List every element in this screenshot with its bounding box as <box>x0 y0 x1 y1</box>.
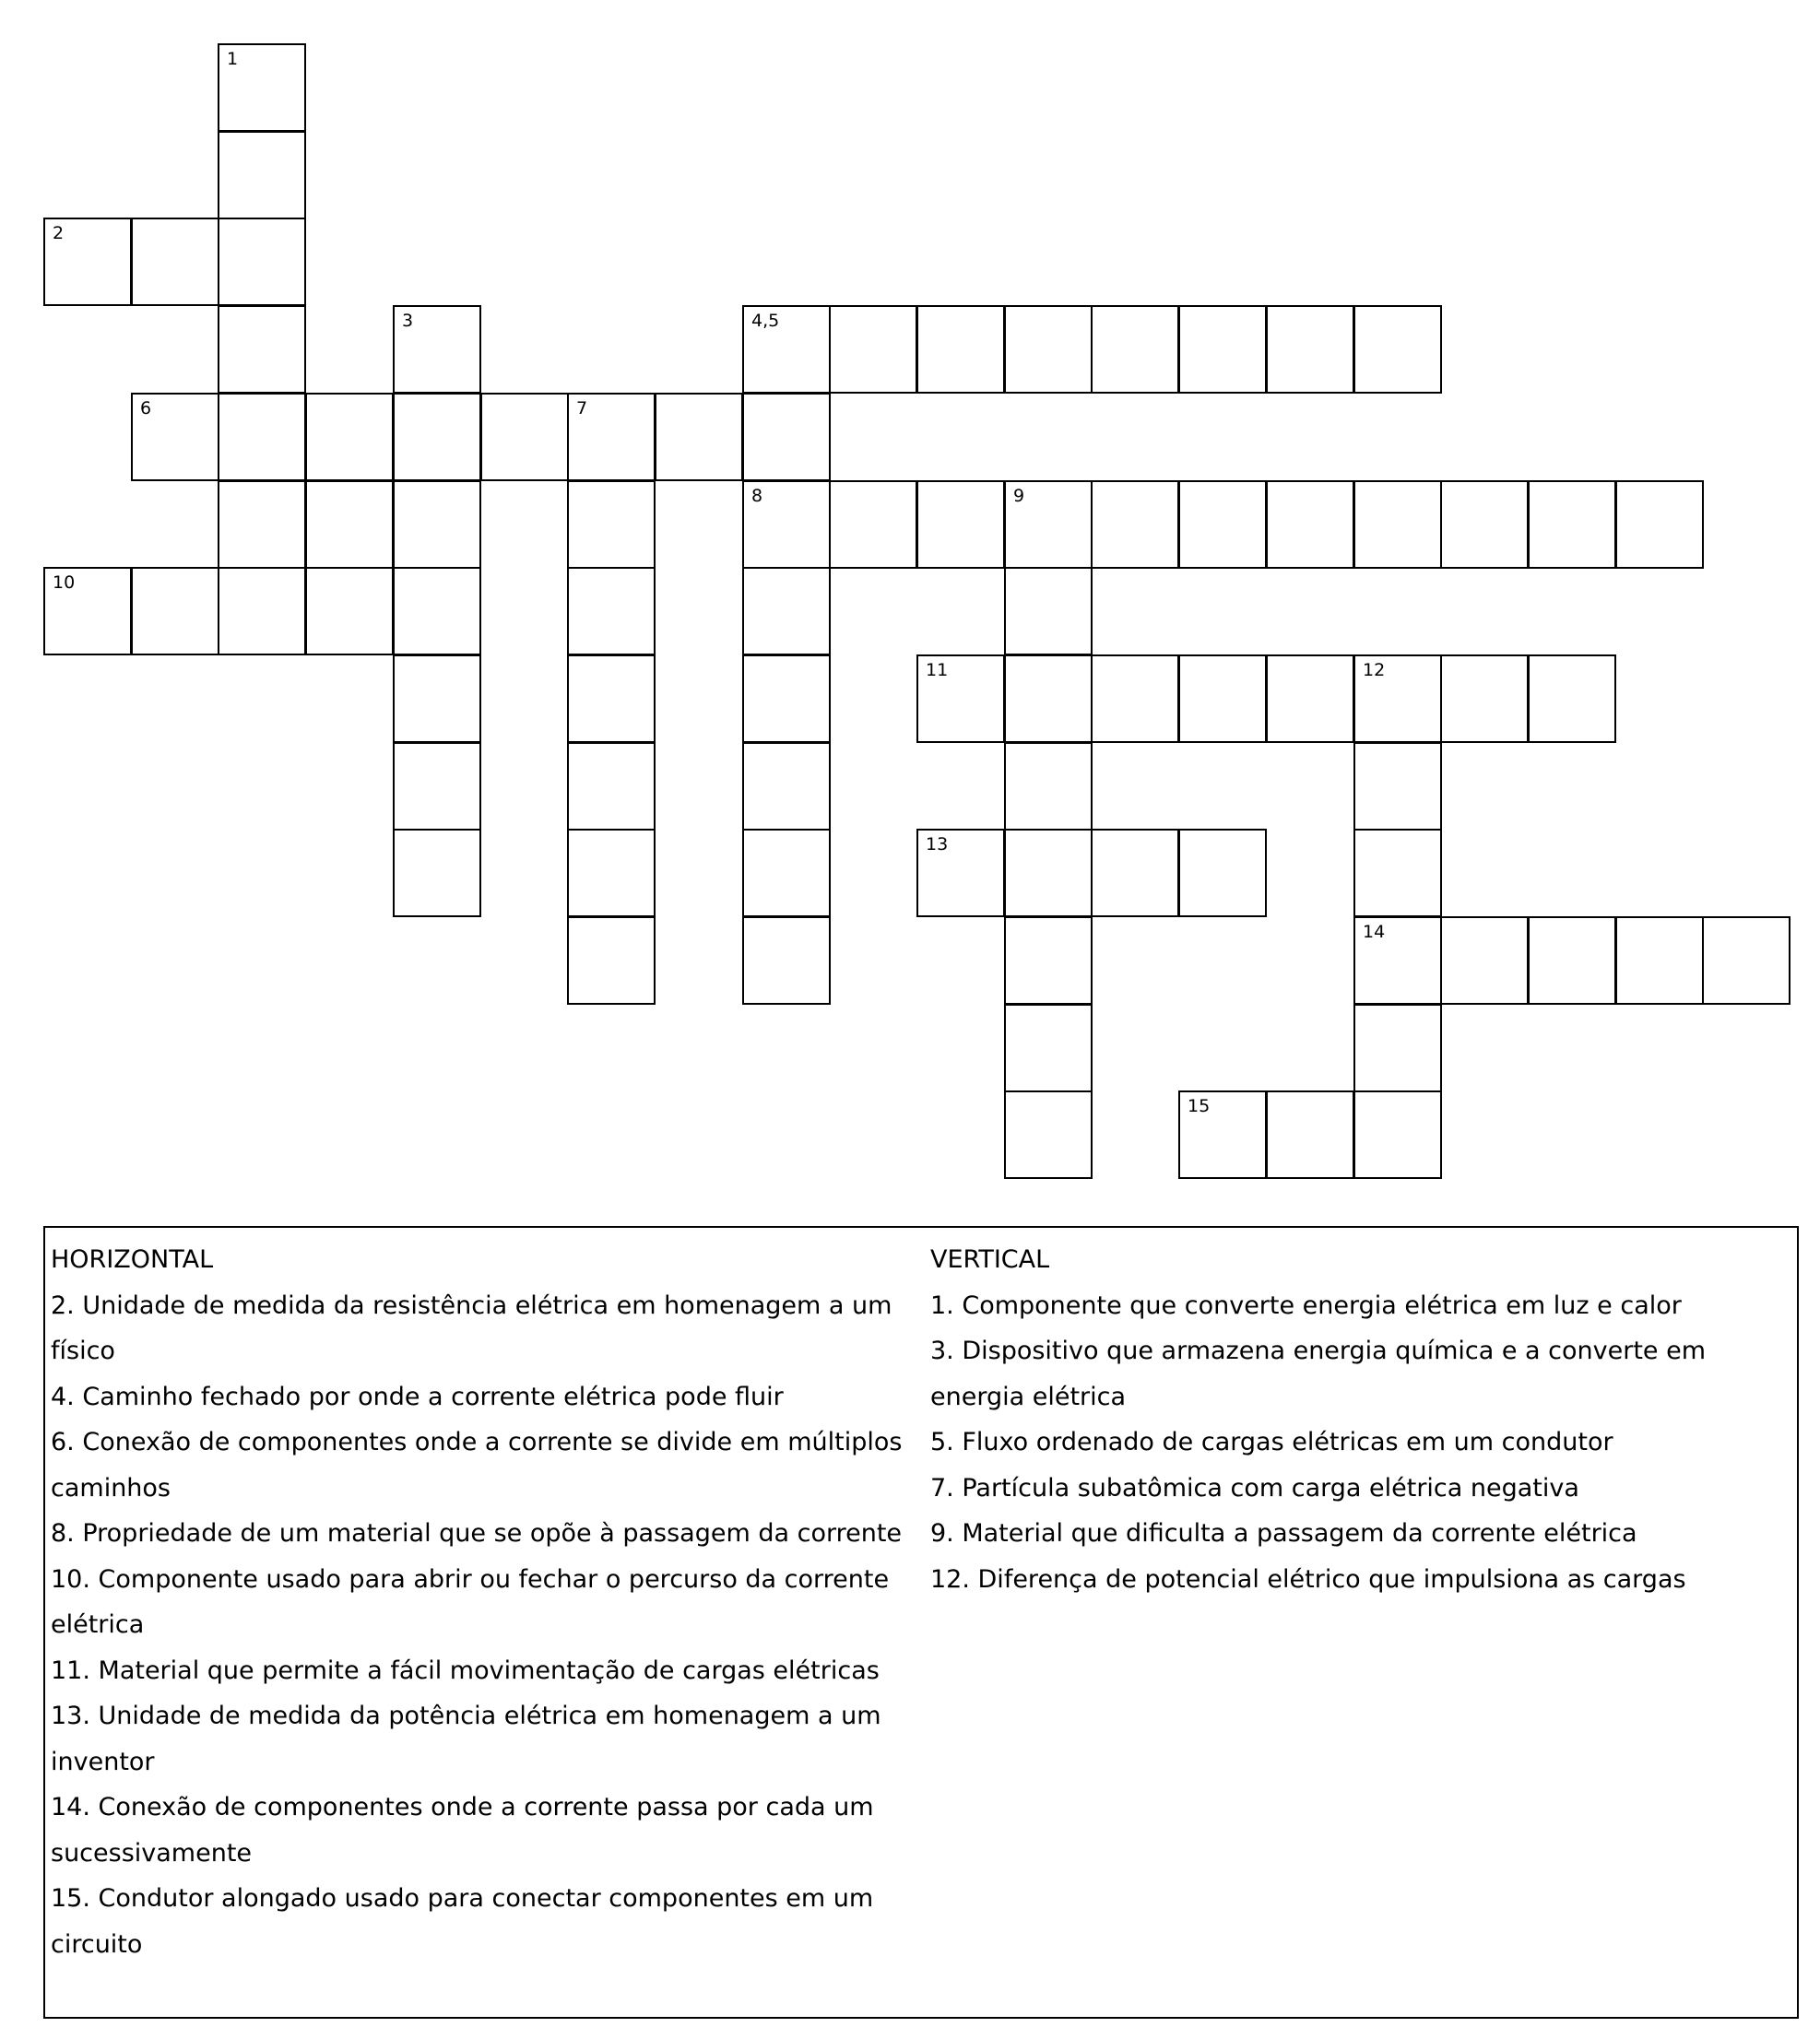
crossword-cell[interactable] <box>567 829 656 917</box>
crossword-cell[interactable] <box>1178 480 1267 569</box>
cell-number: 2 <box>53 223 65 243</box>
crossword-cell[interactable] <box>567 393 656 481</box>
crossword-cell[interactable] <box>916 654 1005 743</box>
horizontal-heading: HORIZONTAL <box>51 1245 214 1274</box>
crossword-cell[interactable] <box>393 393 481 481</box>
clue-horizontal-14: 14. Conexão de componentes onde a corrente passa por cada um sucessivamente <box>51 1793 874 1868</box>
crossword-cell[interactable] <box>393 829 481 917</box>
crossword-cell[interactable] <box>393 567 481 655</box>
clue-horizontal-11: 11. Material que permite a fácil movimentação de cargas elétricas <box>51 1656 880 1685</box>
crossword-cell[interactable] <box>1528 480 1616 569</box>
crossword-cell[interactable] <box>1440 654 1529 743</box>
clue-horizontal-10: 10. Componente usado para abrir ou fechar o percurso da corrente elétrica <box>51 1564 890 1639</box>
crossword-cell[interactable] <box>1091 829 1179 917</box>
crossword-cell[interactable] <box>742 654 831 743</box>
crossword-cell[interactable] <box>131 567 219 655</box>
crossword-cell[interactable] <box>655 393 743 481</box>
crossword-cell[interactable] <box>1004 742 1093 831</box>
cell-number: 6 <box>140 398 152 418</box>
clue-horizontal-13: 13. Unidade de medida da potência elétrica em homenagem a um inventor <box>51 1702 881 1776</box>
crossword-cell[interactable] <box>1353 916 1442 1005</box>
crossword-cell[interactable] <box>567 916 656 1005</box>
clue-horizontal-6: 6. Conexão de componentes onde a corrente se divide em múltiplos caminhos <box>51 1428 903 1503</box>
crossword-cell[interactable] <box>393 742 481 831</box>
crossword-cell[interactable] <box>1004 1090 1093 1179</box>
crossword-cell[interactable] <box>1004 916 1093 1005</box>
clue-horizontal-4: 4. Caminho fechado por onde a corrente elétrica pode fluir <box>51 1382 784 1411</box>
clue-vertical-1: 1. Componente que converte energia elétrica em luz e calor <box>930 1291 1682 1320</box>
crossword-cell[interactable] <box>916 305 1005 394</box>
crossword-cell[interactable] <box>916 480 1005 569</box>
cell-number: 9 <box>1013 486 1025 506</box>
crossword-cell[interactable] <box>1004 654 1093 743</box>
crossword-cell[interactable] <box>1528 654 1616 743</box>
crossword-cell[interactable] <box>1353 829 1442 917</box>
crossword-cell[interactable] <box>305 393 394 481</box>
vertical-clues <box>930 1237 1760 1602</box>
crossword-cell[interactable] <box>567 567 656 655</box>
crossword-cell[interactable] <box>1004 1004 1093 1092</box>
crossword-cell[interactable] <box>43 567 132 655</box>
cell-number: 14 <box>1363 922 1386 942</box>
crossword-cell[interactable] <box>1004 829 1093 917</box>
crossword-cell[interactable] <box>1353 742 1442 831</box>
crossword-cell[interactable] <box>1178 1090 1267 1179</box>
cell-number: 1 <box>227 49 239 69</box>
vertical-heading: VERTICAL <box>930 1245 1050 1274</box>
clue-horizontal-15: 15. Condutor alongado usado para conectar componentes em um circuito <box>51 1884 874 1959</box>
clue-horizontal-2: 2. Unidade de medida da resistência elétrica em homenagem a um físico <box>51 1291 892 1365</box>
crossword-cell[interactable] <box>218 43 306 132</box>
clues-box <box>43 1226 1799 2019</box>
crossword-cell[interactable] <box>742 567 831 655</box>
clue-vertical-3: 3. Dispositivo que armazena energia química e a converte em energia elétrica <box>930 1337 1707 1411</box>
crossword-cell[interactable] <box>567 654 656 743</box>
crossword-cell[interactable] <box>742 393 831 481</box>
crossword-cell[interactable] <box>742 480 831 569</box>
crossword-cell[interactable] <box>742 916 831 1005</box>
clue-vertical-7: 7. Partícula subatômica com carga elétrica negativa <box>930 1473 1579 1503</box>
crossword-cell[interactable] <box>1091 305 1179 394</box>
crossword-cell[interactable] <box>1004 305 1093 394</box>
cell-number: 12 <box>1363 660 1386 680</box>
crossword-cell[interactable] <box>393 654 481 743</box>
crossword-cell[interactable] <box>1615 480 1704 569</box>
crossword-cell[interactable] <box>1353 654 1442 743</box>
cell-number: 11 <box>926 660 949 680</box>
crossword-cell[interactable] <box>1004 567 1093 655</box>
crossword-cell[interactable] <box>1266 305 1354 394</box>
crossword-cell[interactable] <box>567 742 656 831</box>
crossword-cell[interactable] <box>1178 829 1267 917</box>
crossword-cell[interactable] <box>1266 480 1354 569</box>
crossword-cell[interactable] <box>742 742 831 831</box>
crossword-cell[interactable] <box>567 480 656 569</box>
clue-vertical-12: 12. Diferença de potencial elétrico que impulsiona as cargas <box>930 1564 1686 1594</box>
crossword-cell[interactable] <box>131 393 219 481</box>
crossword-cell[interactable] <box>1004 480 1093 569</box>
crossword-cell[interactable] <box>1528 916 1616 1005</box>
crossword-cell[interactable] <box>1353 480 1442 569</box>
crossword-cell[interactable] <box>1178 654 1267 743</box>
crossword-cell[interactable] <box>43 218 132 306</box>
clue-vertical-5: 5. Fluxo ordenado de cargas elétricas em um condutor <box>930 1428 1613 1456</box>
cell-number: 7 <box>576 398 588 418</box>
crossword-cell[interactable] <box>1353 305 1442 394</box>
crossword-cell[interactable] <box>829 305 917 394</box>
crossword-cell[interactable] <box>305 480 394 569</box>
crossword-cell[interactable] <box>480 393 569 481</box>
cell-number: 15 <box>1188 1096 1211 1116</box>
crossword-cell[interactable] <box>131 218 219 306</box>
crossword-cell[interactable] <box>218 393 306 481</box>
crossword-cell[interactable] <box>218 480 306 569</box>
clue-vertical-9: 9. Material que dificulta a passagem da corrente elétrica <box>930 1519 1637 1548</box>
crossword-cell[interactable] <box>1266 654 1354 743</box>
crossword-cell[interactable] <box>742 829 831 917</box>
cell-number: 13 <box>926 834 949 854</box>
crossword-cell[interactable] <box>218 305 306 394</box>
cell-number: 3 <box>402 311 414 331</box>
crossword-cell[interactable] <box>218 131 306 219</box>
crossword-cell[interactable] <box>305 567 394 655</box>
crossword-cell[interactable] <box>218 218 306 306</box>
crossword-cell[interactable] <box>1615 916 1704 1005</box>
crossword-cell[interactable] <box>1440 916 1529 1005</box>
crossword-cell[interactable] <box>1178 305 1267 394</box>
crossword-cell[interactable] <box>1702 916 1790 1005</box>
crossword-cell[interactable] <box>829 480 917 569</box>
crossword-cell[interactable] <box>1353 1004 1442 1092</box>
cell-number: 10 <box>53 572 76 593</box>
crossword-cell[interactable] <box>1091 654 1179 743</box>
crossword-cell[interactable] <box>916 829 1005 917</box>
crossword-cell[interactable] <box>1091 480 1179 569</box>
crossword-cell[interactable] <box>1440 480 1529 569</box>
crossword-cell[interactable] <box>1266 1090 1354 1179</box>
cell-number: 4,5 <box>751 311 780 331</box>
crossword-cell[interactable] <box>742 305 831 394</box>
horizontal-clues <box>51 1237 904 1967</box>
crossword-cell[interactable] <box>218 567 306 655</box>
clue-horizontal-8: 8. Propriedade de um material que se opõe à passagem da corrente <box>51 1519 903 1548</box>
crossword-cell[interactable] <box>393 305 481 394</box>
crossword-cell[interactable] <box>393 480 481 569</box>
crossword-cell[interactable] <box>1353 1090 1442 1179</box>
cell-number: 8 <box>751 486 763 506</box>
